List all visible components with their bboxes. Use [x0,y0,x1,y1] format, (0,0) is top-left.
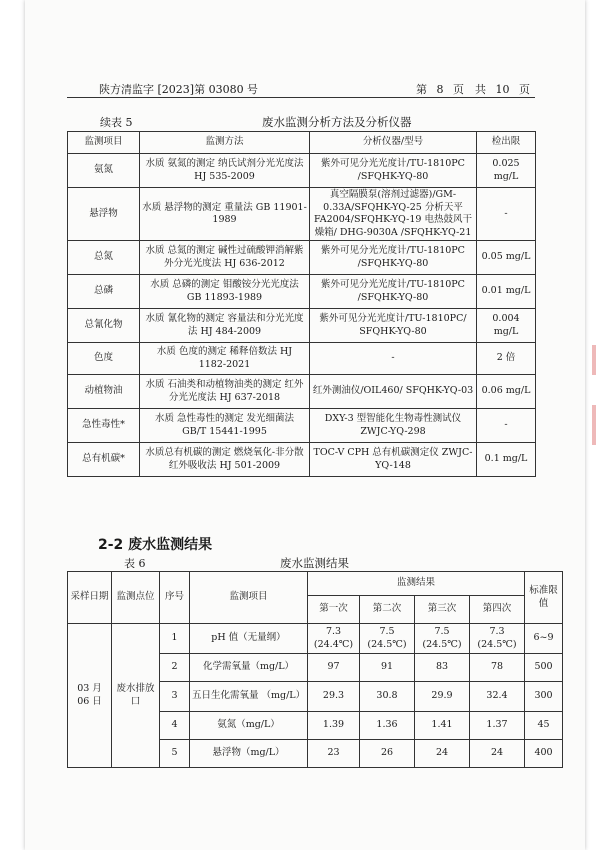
table-row [68,309,536,343]
col-subheader: 第二次 [360,596,415,624]
table6-title: 废水监测结果 [280,556,349,570]
col-header: 监测方法 [140,132,310,154]
item-cell: 化学需氧量（mg/L） [190,654,308,682]
instrument-cell: 真空隔膜泵(溶剂过滤器)/GM-0.33A/SFQHK-YQ-25 分析天平 FA2004/SFQHK-YQ-19 电热鼓风干燥箱/ DHG-9030A /SFQHK-YQ-21 [310,188,477,241]
row-number-cell: 2 [160,654,190,682]
instrument-cell: 紫外可见分光光度计/TU-1810PC /SFQHK-YQ-80 [310,275,477,309]
result-cell: 97 [308,654,360,682]
method-cell: 水质 急性毒性的测定 发光细菌法 GB/T 15441-1995 [140,409,310,443]
document-number: 陕方清监字 [2023]第 03080 号 [99,83,259,96]
limit-cell: 0.004 mg/L [477,309,536,343]
table-row [68,624,563,654]
result-cell: 26 [360,740,415,768]
result-cell: 29.9 [415,682,470,712]
item-cell: 悬浮物 [68,188,140,241]
result-cell: 23 [308,740,360,768]
item-cell: 氨氮（mg/L） [190,712,308,740]
limit-cell: 2 倍 [477,343,536,375]
instrument-cell: 紫外可见分光光度计/TU-1810PC/ SFQHK-YQ-80 [310,309,477,343]
instrument-cell: DXY-3 型智能化生物毒性测试仪 ZWJC-YQ-298 [310,409,477,443]
result-cell: 1.39 [308,712,360,740]
page-info: 第 8 页 共 10 页 [416,83,530,96]
result-cell: 24 [470,740,525,768]
result-cell: 7.5 (24.5℃) [360,624,415,654]
item-cell: pH 值（无量纲） [190,624,308,654]
limit-cell: 0.05 mg/L [477,241,536,275]
table6-caption: 表 6 [124,557,146,570]
instrument-cell: - [310,343,477,375]
item-cell: 总有机碳* [68,443,140,477]
table5-caption: 续表 5 [100,116,133,129]
analysis-method-table [67,131,536,477]
result-cell: 7.5 (24.5℃) [415,624,470,654]
standard-limit-cell: 300 [525,682,563,712]
item-cell: 氨氮 [68,154,140,188]
method-cell: 水质 总磷的测定 钼酸铵分光光度法 GB 11893-1989 [140,275,310,309]
item-cell: 色度 [68,343,140,375]
table-row [68,241,536,275]
table-row [68,154,536,188]
row-number-cell: 3 [160,682,190,712]
result-cell: 7.3 (24.5℃) [470,624,525,654]
row-number-cell: 1 [160,624,190,654]
result-cell: 1.41 [415,712,470,740]
standard-limit-cell: 45 [525,712,563,740]
item-cell: 总磷 [68,275,140,309]
limit-cell: - [477,409,536,443]
item-cell: 五日生化需氧量 （mg/L） [190,682,308,712]
table-row [68,443,536,477]
result-cell: 91 [360,654,415,682]
limit-cell: 0.06 mg/L [477,375,536,409]
col-subheader: 第三次 [415,596,470,624]
result-cell: 29.3 [308,682,360,712]
result-cell: 30.8 [360,682,415,712]
result-cell: 24 [415,740,470,768]
method-cell: 水质 石油类和动植物油类的测定 红外分光光度法 HJ 637-2018 [140,375,310,409]
header-rule [67,97,535,98]
monitoring-results-table [67,571,563,768]
item-cell: 总氮 [68,241,140,275]
col-header: 监测结果 [308,572,525,596]
method-cell: 水质总有机碳的测定 燃烧氧化-非分散红外吸收法 HJ 501-2009 [140,443,310,477]
instrument-cell: TOC-V CPH 总有机碳测定仪 ZWJC-YQ-148 [310,443,477,477]
table-row [68,409,536,443]
standard-limit-cell: 500 [525,654,563,682]
col-header: 采样日期 [68,572,112,624]
col-subheader: 第四次 [470,596,525,624]
result-cell: 32.4 [470,682,525,712]
item-cell: 动植物油 [68,375,140,409]
limit-cell: 0.01 mg/L [477,275,536,309]
row-number-cell: 5 [160,740,190,768]
result-cell: 1.37 [470,712,525,740]
limit-cell: 0.025 mg/L [477,154,536,188]
result-cell: 83 [415,654,470,682]
standard-limit-cell: 400 [525,740,563,768]
standard-limit-cell: 6~9 [525,624,563,654]
col-header: 标准限值 [525,572,563,624]
result-cell: 1.36 [360,712,415,740]
method-cell: 水质 氰化物的测定 容量法和分光光度法 HJ 484-2009 [140,309,310,343]
instrument-cell: 红外测油仪/OIL460/ SFQHK-YQ-03 [310,375,477,409]
col-header: 分析仪器/型号 [310,132,477,154]
table5-title: 废水监测分析方法及分析仪器 [262,115,412,129]
col-header: 序号 [160,572,190,624]
table-row [68,188,536,241]
result-cell: 7.3 (24.4℃) [308,624,360,654]
method-cell: 水质 色度的测定 稀释倍数法 HJ 1182-2021 [140,343,310,375]
table-row [68,275,536,309]
result-cell: 78 [470,654,525,682]
item-cell: 急性毒性* [68,409,140,443]
method-cell: 水质 氨氮的测定 纳氏试剂分光光度法 HJ 535-2009 [140,154,310,188]
method-cell: 水质 悬浮物的测定 重量法 GB 11901-1989 [140,188,310,241]
instrument-cell: 紫外可见分光光度计/TU-1810PC /SFQHK-YQ-80 [310,241,477,275]
col-header: 监测项目 [68,132,140,154]
limit-cell: - [477,188,536,241]
col-header: 监测点位 [112,572,160,624]
section-title: 2-2 废水监测结果 [98,537,213,553]
sample-date-cell: 03 月 06 日 [68,624,112,768]
item-cell: 总氰化物 [68,309,140,343]
method-cell: 水质 总氮的测定 碱性过硫酸钾消解紫外分光光度法 HJ 636-2012 [140,241,310,275]
col-subheader: 第一次 [308,596,360,624]
table-row [68,343,536,375]
seal-mark [592,405,596,445]
seal-mark [592,345,596,375]
item-cell: 悬浮物（mg/L） [190,740,308,768]
instrument-cell: 紫外可见分光光度计/TU-1810PC /SFQHK-YQ-80 [310,154,477,188]
col-header: 检出限 [477,132,536,154]
table-row [68,375,536,409]
row-number-cell: 4 [160,712,190,740]
col-header: 监测项目 [190,572,308,624]
limit-cell: 0.1 mg/L [477,443,536,477]
sample-point-cell: 废水排放口 [112,624,160,768]
